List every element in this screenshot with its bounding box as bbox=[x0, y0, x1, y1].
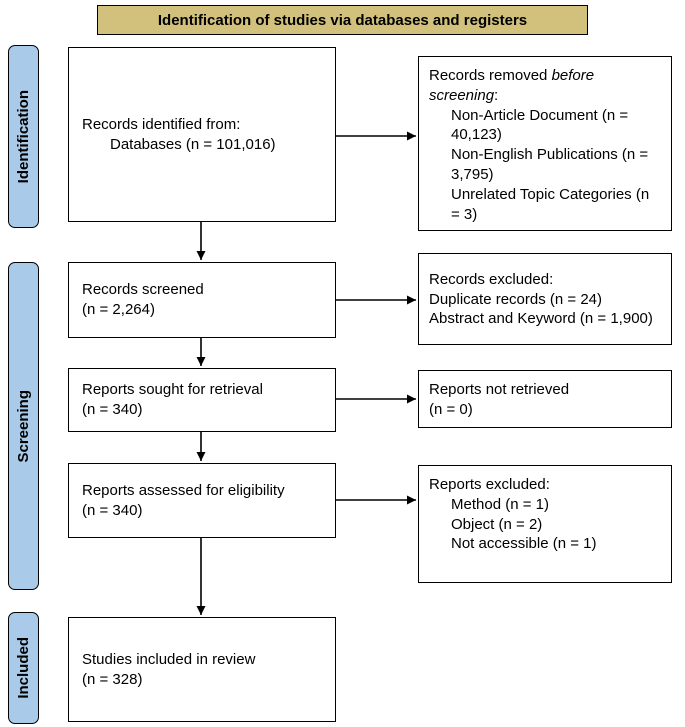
stage-label-screening-text: Screening bbox=[15, 389, 32, 463]
reports-excluded-item: Method (n = 1) bbox=[451, 495, 549, 513]
reports-excluded-item: Not accessible (n = 1) bbox=[451, 535, 597, 553]
records-excluded-item: Duplicate records (n = 24) bbox=[429, 290, 602, 308]
records-removed-title-suffix: : bbox=[494, 86, 499, 104]
records-identified-line1: Records identified from: bbox=[82, 115, 241, 133]
reports-excluded-title: Reports excluded: bbox=[429, 476, 550, 493]
reports-assessed-line2: (n = 340) bbox=[82, 501, 143, 519]
reports-assessed-line1: Reports assessed for eligibility bbox=[82, 481, 285, 499]
records-removed-item: Non-English Publications (n = 3,795) bbox=[451, 146, 649, 183]
reports-sought-line2: (n = 340) bbox=[82, 401, 143, 418]
records-identified-line2: Databases (n = 101,016) bbox=[110, 135, 276, 153]
records-screened-line2: (n = 2,264) bbox=[82, 301, 155, 318]
records-removed-title-prefix: Records removed bbox=[429, 67, 552, 84]
reports-not-retrieved-line2: (n = 0) bbox=[429, 400, 473, 418]
records-excluded-title: Records excluded: bbox=[429, 270, 554, 288]
reports-sought-line1: Reports sought for retrieval bbox=[82, 381, 263, 399]
records-removed-title-italic: before screening bbox=[429, 67, 595, 104]
stage-label-identification-text: Identification bbox=[15, 89, 32, 184]
stage-label-included-text: Included bbox=[15, 637, 32, 699]
reports-not-retrieved-line1: Reports not retrieved bbox=[429, 380, 570, 398]
records-screened-line1: Records screened bbox=[82, 281, 204, 299]
records-excluded-item: Abstract and Keyword (n = 1,900) bbox=[429, 310, 653, 328]
records-removed-item: Non-Article Document (n = 40,123) bbox=[451, 106, 629, 144]
diagram-header-title: Identification of studies via databases and registers bbox=[157, 11, 528, 29]
studies-included-line1: Studies included in review bbox=[82, 650, 256, 668]
reports-excluded-item: Object (n = 2) bbox=[451, 515, 543, 533]
records-removed-item: Unrelated Topic Categories (n = 3) bbox=[451, 185, 650, 223]
studies-included-line2: (n = 328) bbox=[82, 670, 143, 688]
